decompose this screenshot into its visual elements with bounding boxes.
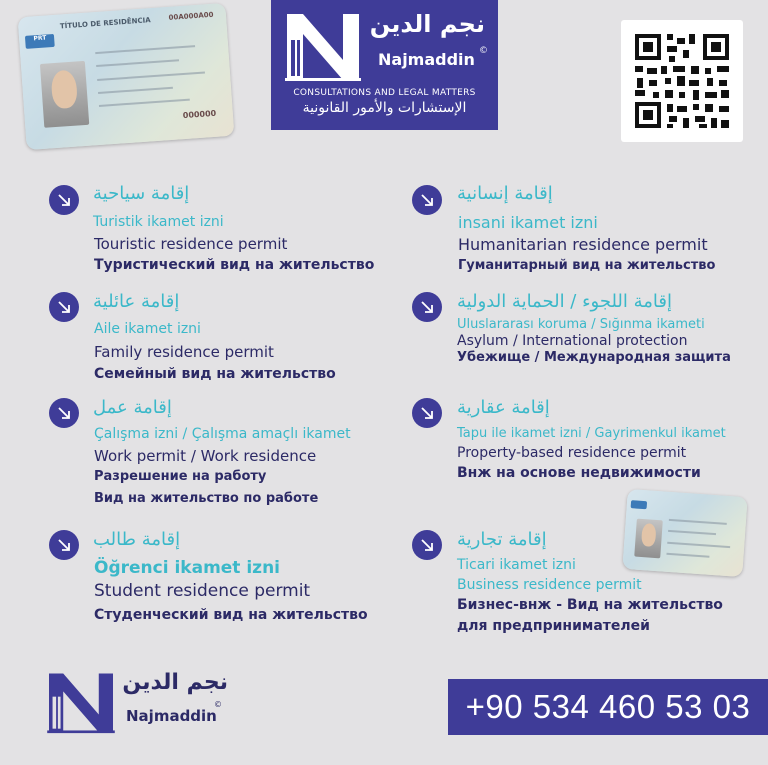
student-title-ar: إقامة طالب	[93, 529, 181, 550]
copyright-mark: ©	[479, 46, 488, 56]
humanitarian-title-tr: insani ikamet izni	[458, 213, 598, 232]
phone-number[interactable]: +90 534 460 53 03	[448, 679, 768, 735]
business-title-ar: إقامة تجارية	[457, 529, 547, 550]
qr-code-icon	[621, 20, 743, 142]
header-banner	[271, 0, 498, 130]
business-title-ru-2: для предпринимателей	[457, 618, 650, 634]
business-title-tr: Ticari ikamet izni	[457, 557, 576, 573]
residence-card-small-image	[622, 489, 747, 577]
tagline-english: CONSULTATIONS AND LEGAL MATTERS	[293, 88, 476, 98]
work-title-ru-2: Вид на жительство по работе	[94, 491, 319, 506]
property-title-ru: Внж на основе недвижимости	[457, 465, 701, 481]
family-title-en: Family residence permit	[94, 343, 274, 361]
family-title-tr: Aile ikamet izni	[94, 321, 201, 337]
touristic-title-ru: Туристический вид на жительство	[94, 257, 375, 273]
tagline-arabic: الإستشارات والأمور القانونية	[302, 100, 467, 116]
card-code: 000000	[182, 109, 217, 121]
arrow-badge-icon	[412, 292, 442, 322]
footer-copyright-mark: ©	[214, 700, 222, 709]
arrow-badge-icon	[49, 292, 79, 322]
footer-brand-arabic: نجم الدين	[122, 670, 228, 695]
arrow-badge-icon	[49, 185, 79, 215]
card-small-flag	[630, 500, 647, 509]
work-title-ru-1: Разрешение на работу	[94, 469, 267, 484]
footer-brand-english: Najmaddin	[126, 707, 217, 725]
najmaddin-logo-icon	[285, 10, 361, 82]
work-title-en: Work permit / Work residence	[94, 447, 317, 465]
work-title-tr: Çalışma izni / Çalışma amaçlı ikamet	[94, 426, 351, 442]
work-title-ar: إقامة عمل	[93, 397, 172, 418]
arrow-badge-icon	[412, 398, 442, 428]
residence-card-image	[18, 3, 235, 150]
card-photo	[40, 61, 90, 128]
arrow-badge-icon	[49, 530, 79, 560]
student-title-en: Student residence permit	[94, 581, 311, 601]
family-title-ar: إقامة عائلية	[93, 291, 180, 312]
student-title-tr: Öğrenci ikamet izni	[94, 558, 281, 578]
family-title-ru: Семейный вид на жительство	[94, 366, 336, 382]
humanitarian-title-ar: إقامة إنسانية	[457, 183, 553, 204]
card-title: TÍTULO DE RESIDÊNCIA	[59, 16, 151, 31]
card-flag: PRT	[25, 34, 55, 49]
asylum-title-en: Asylum / International protection	[457, 333, 688, 349]
arrow-badge-icon	[412, 185, 442, 215]
arrow-badge-icon	[49, 398, 79, 428]
card-small-photo	[634, 518, 663, 558]
qr-code	[621, 20, 743, 142]
business-title-ru-1: Бизнес-внж - Вид на жительство	[457, 597, 723, 613]
touristic-title-ar: إقامة سياحية	[93, 183, 190, 204]
property-title-en: Property-based residence permit	[457, 445, 687, 461]
touristic-title-tr: Turistik ikamet izni	[93, 214, 224, 230]
humanitarian-title-ru: Гуманитарный вид на жительство	[458, 258, 716, 273]
najmaddin-footer-logo-icon	[47, 670, 115, 734]
property-title-tr: Tapu ile ikamet izni / Gayrimenkul ikamet	[457, 426, 726, 441]
brand-name-english: Najmaddin	[378, 50, 475, 69]
asylum-title-tr: Uluslararası koruma / Sığınma ikameti	[457, 317, 705, 332]
asylum-title-ru: Убежище / Международная защита	[457, 350, 731, 365]
asylum-title-ar: إقامة اللجوء / الحماية الدولية	[457, 291, 673, 312]
business-title-en: Business residence permit	[457, 577, 642, 593]
arrow-badge-icon	[412, 530, 442, 560]
touristic-title-en: Touristic residence permit	[94, 235, 288, 253]
card-number: 00A000A00	[168, 10, 214, 22]
student-title-ru: Студенческий вид на жительство	[94, 607, 368, 623]
property-title-ar: إقامة عقارية	[457, 397, 550, 418]
humanitarian-title-en: Humanitarian residence permit	[458, 235, 708, 254]
brand-name-arabic: نجم الدين	[369, 10, 485, 38]
